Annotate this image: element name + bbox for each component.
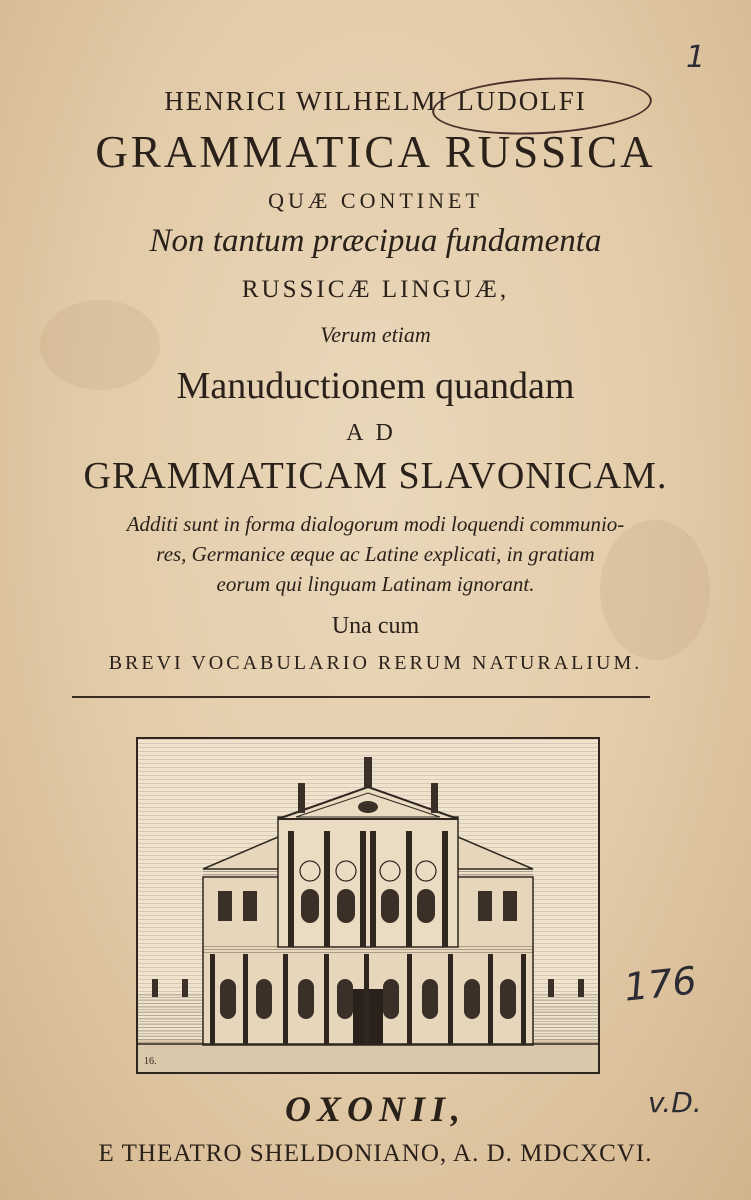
- engraving-sheldonian-theatre: [136, 737, 600, 1074]
- author-name: HENRICI WILHELMI LUDOLFI: [164, 86, 587, 116]
- horizontal-rule: [72, 696, 650, 698]
- verum-etiam: Verum etiam: [320, 322, 431, 347]
- handwritten-margin-number: 176: [621, 958, 699, 1010]
- qua-continet: QUÆ CONTINET: [268, 188, 483, 213]
- place-of-publication: OXONII,: [284, 1089, 467, 1129]
- brevi-vocabulario: BREVI VOCABULARIO RERUM NATURALIUM.: [108, 652, 643, 674]
- grammaticam-slavonicam: GRAMMATICAM SLAVONICAM.: [83, 455, 668, 497]
- handwritten-margin-note: v.D.: [648, 1086, 702, 1119]
- imprint-line: E THEATRO SHELDONIANO, A. D. MDCXCVI.: [98, 1140, 653, 1167]
- book-title: GRAMMATICA RUSSICA: [95, 127, 656, 177]
- additi-line-2: res, Germanice æque ac Latine explicati, in gratiam: [156, 542, 595, 566]
- manuductionem-quandam: Manuductionem quandam: [176, 365, 575, 407]
- additi-line-1: Additi sunt in forma dialogorum modi loquendi communio-: [126, 512, 625, 536]
- additi-line-3: eorum qui linguam Latinam ignorant.: [216, 572, 535, 596]
- ad-line: AD: [346, 420, 405, 446]
- handwritten-page-number: 1: [686, 40, 706, 75]
- engraving-number: 16.: [144, 1056, 157, 1067]
- una-cum: Una cum: [331, 613, 420, 639]
- russicae-linguae: RUSSICÆ LINGUÆ,: [241, 276, 510, 303]
- subtitle-non-tantum: Non tantum præcipua fundamenta: [149, 223, 602, 259]
